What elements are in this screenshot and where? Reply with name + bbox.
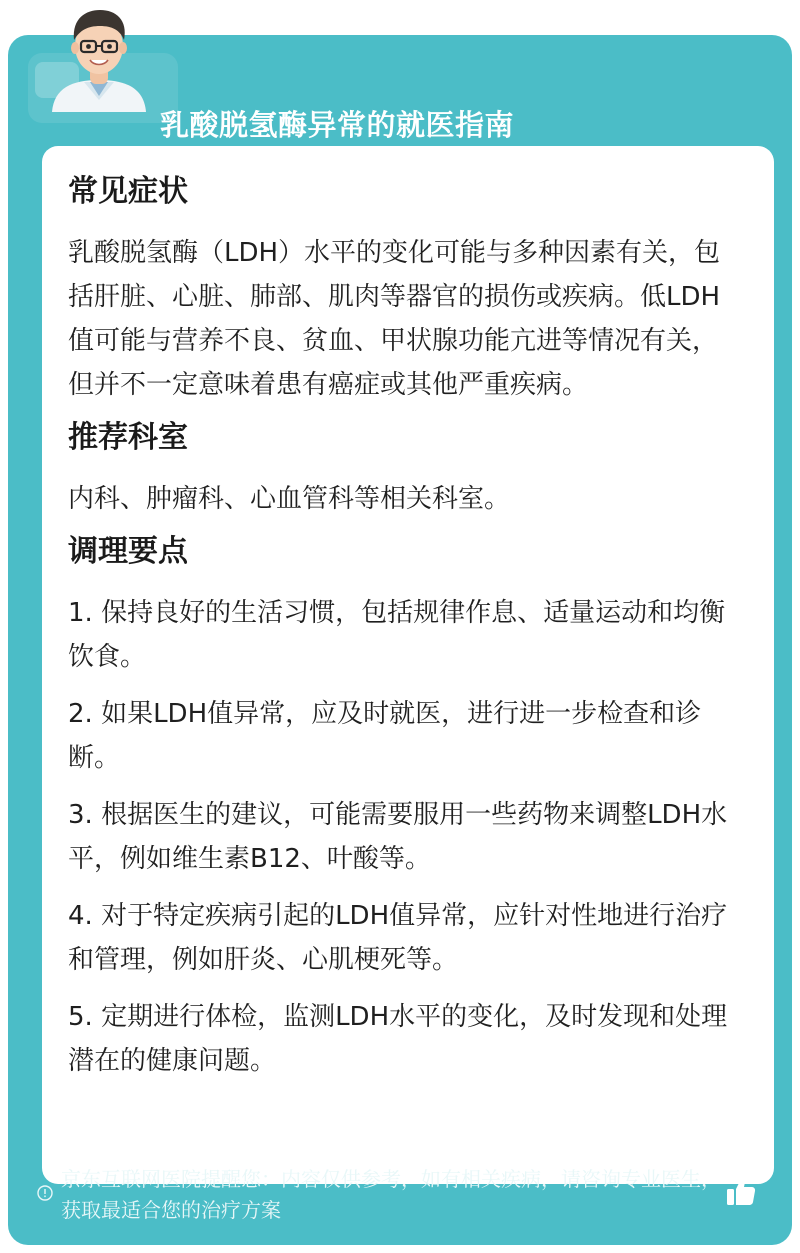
care-tip: 2. 如果LDH值异常，应及时就医，进行进一步检查和诊断。 — [68, 699, 702, 773]
section-title-care: 调理要点 — [68, 534, 188, 569]
section-body-departments: 内科、肿瘤科、心血管科等相关科室。 — [68, 484, 511, 514]
doctor-avatar — [44, 0, 154, 112]
section-body-symptoms: 乳酸脱氢酶（LDH）水平的变化可能与多种因素有关，包括肝脏、心脏、肺部、肌肉等器官的损伤或疾病。低LDH值可能与营养不良、贫血、甲状腺功能亢进等情况有关，但并不一定意味着患有癌症或其他严重疾病。 — [68, 238, 721, 400]
content-card — [42, 146, 774, 1184]
card-content — [68, 171, 738, 1096]
footer — [8, 1163, 792, 1233]
care-tip: 5. 定期进行体检，监测LDH水平的变化，及时发现和处理潜在的健康问题。 — [68, 1002, 728, 1076]
thumbs-up-icon[interactable] — [724, 1175, 758, 1209]
care-tip: 4. 对于特定疾病引起的LDH值异常，应针对性地进行治疗和管理，例如肝炎、心肌梗死等。 — [68, 901, 728, 975]
guide-frame — [8, 35, 792, 1245]
info-icon — [37, 1185, 53, 1201]
section-title-departments: 推荐科室 — [68, 420, 188, 455]
section-title-symptoms: 常见症状 — [68, 174, 188, 209]
page-title: 乳酸脱氢酶异常的就医指南 — [160, 108, 515, 143]
care-tip: 1. 保持良好的生活习惯，包括规律作息、适量运动和均衡饮食。 — [68, 598, 726, 672]
care-tip: 3. 根据医生的建议，可能需要服用一些药物来调整LDH水平，例如维生素B12、叶酸等。 — [68, 800, 728, 874]
disclaimer-text: 京东互联网医院提醒您：内容仅供参考，如有相关疾病，请咨询专业医生，获取最适合您的治疗方案 — [61, 1167, 721, 1222]
